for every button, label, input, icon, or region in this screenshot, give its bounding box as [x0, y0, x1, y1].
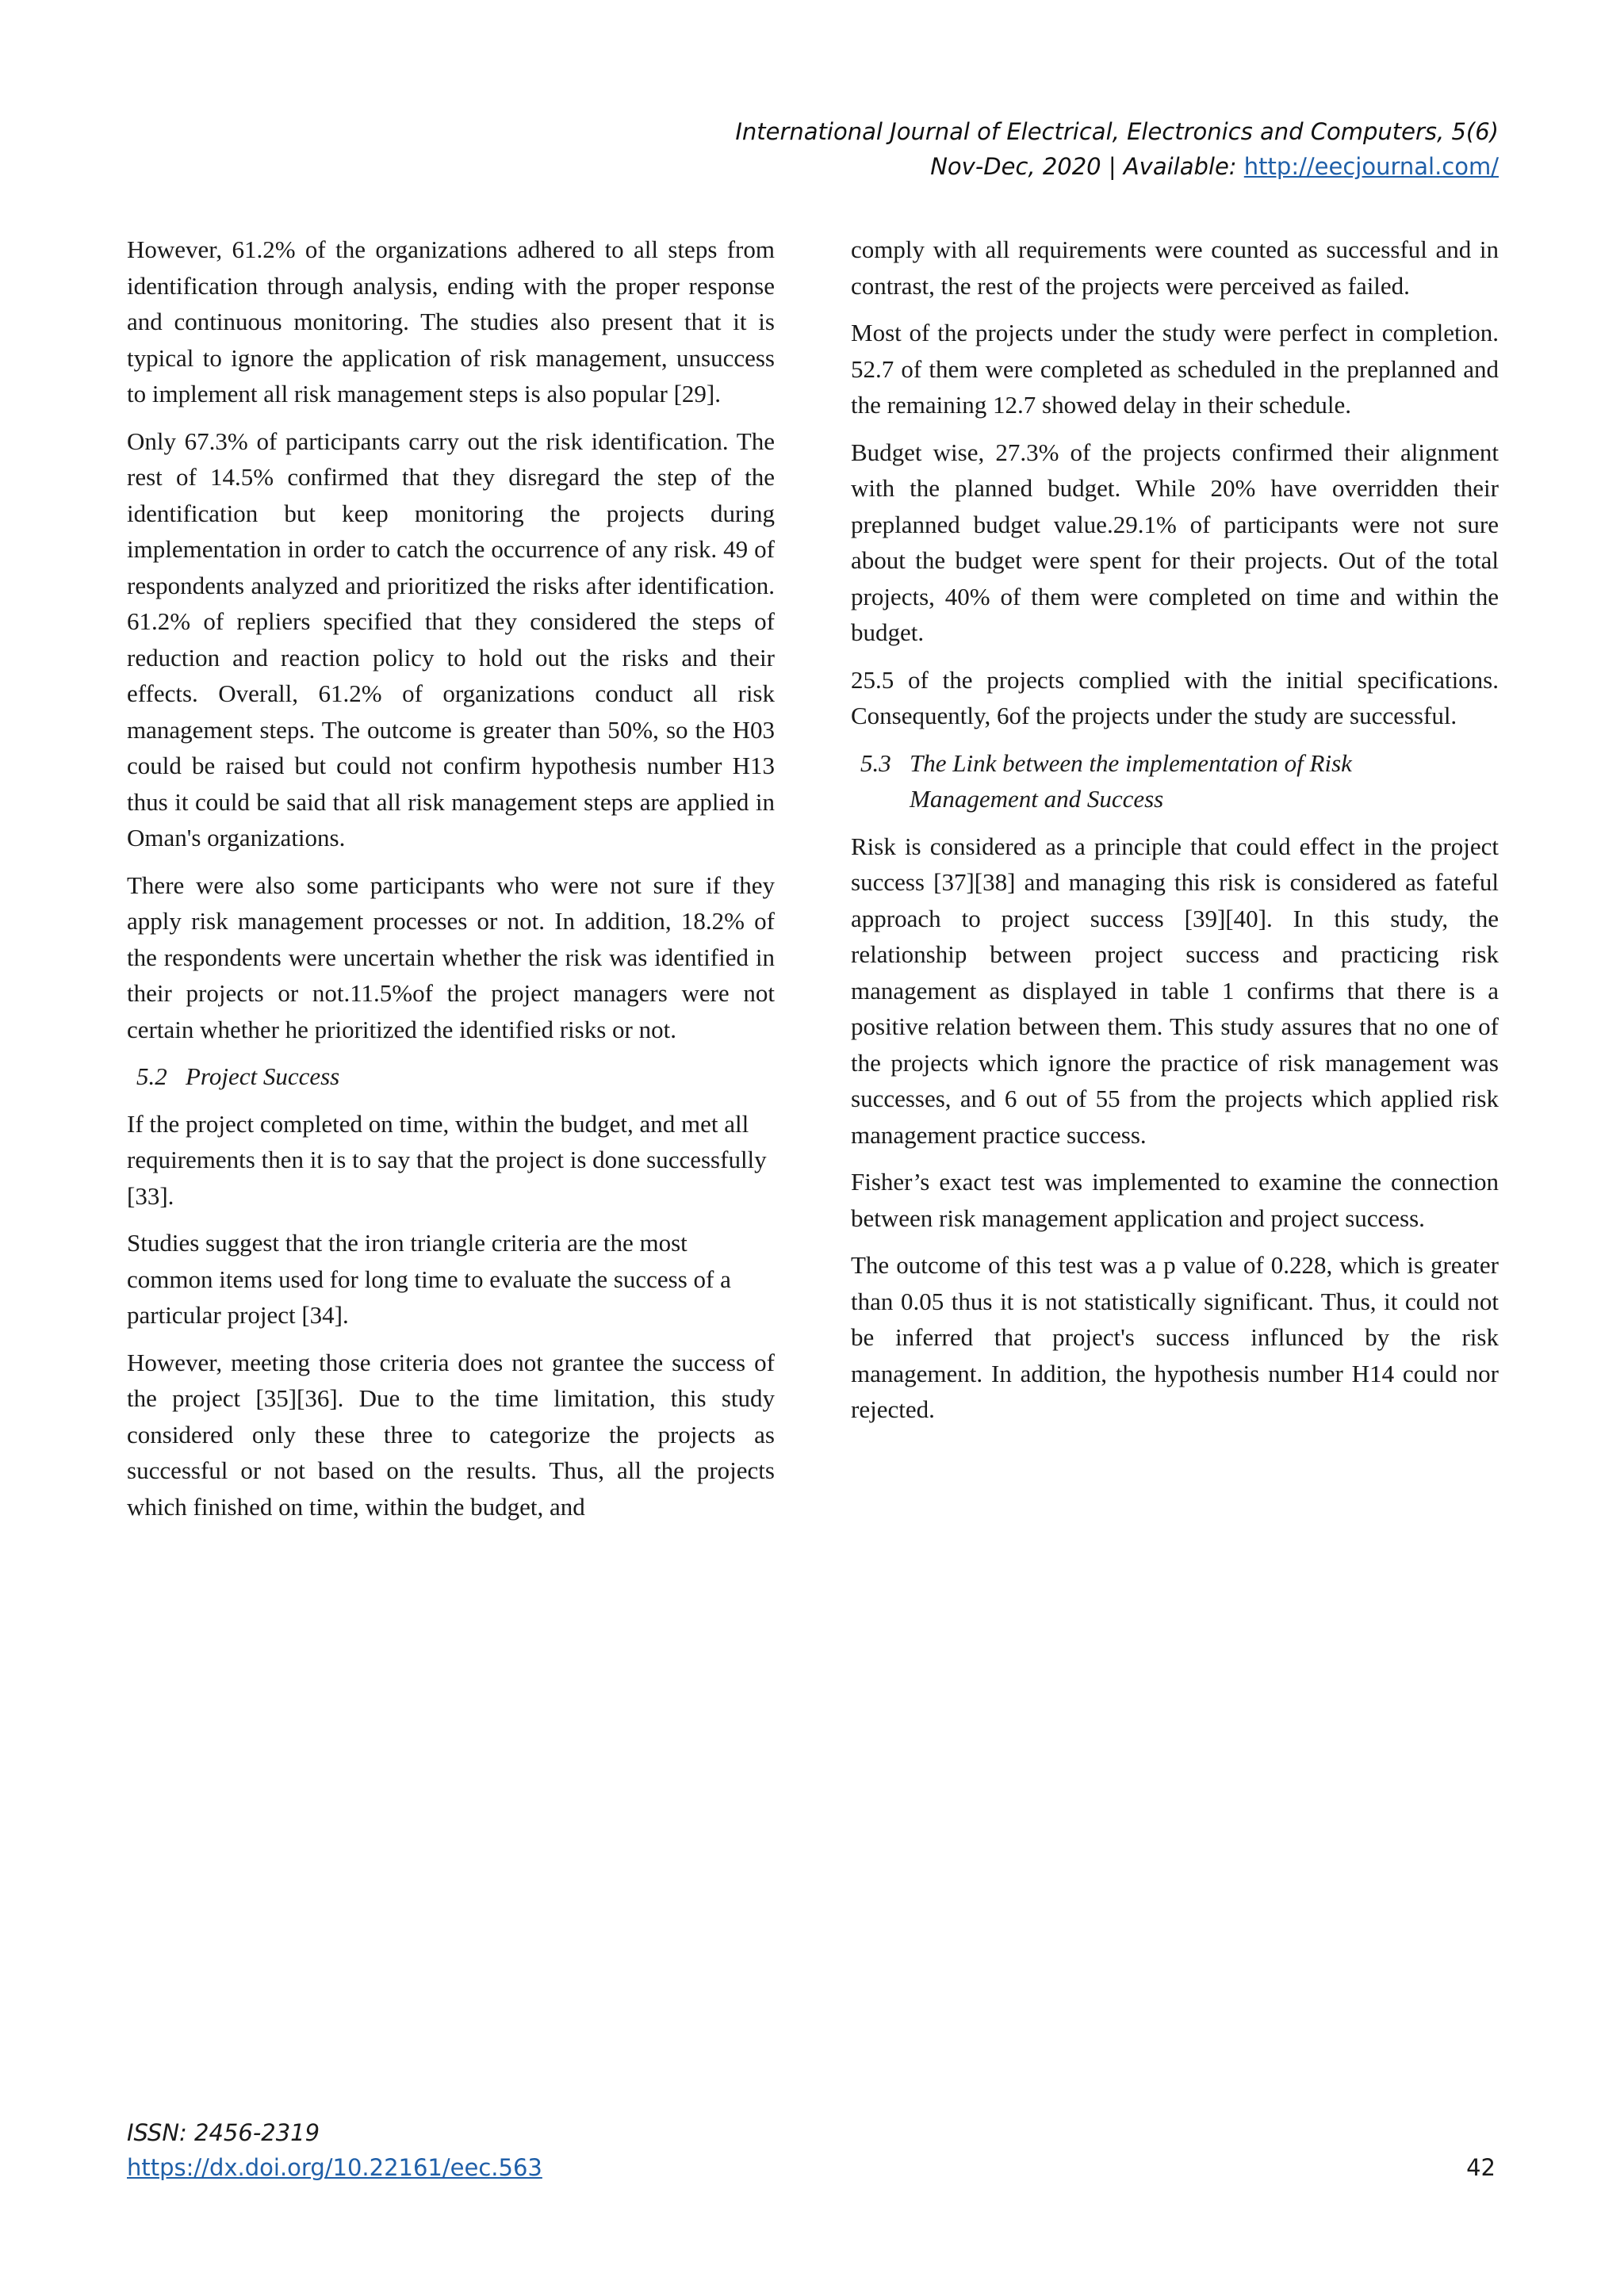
paragraph: If the project completed on time, within the budget, and met all requirements then it is to say that the project is done successfully [33]. — [127, 1109, 767, 1210]
issue-date-text: Nov-Dec, 2020 | Available: — [930, 153, 1244, 180]
journal-issue-line — [735, 149, 1499, 184]
section-number: 5.2 — [136, 1062, 167, 1090]
paragraph: However, meeting those criteria does not grantee the success of the project [35][36]. Due to the time limitation, this study considered only these three to categorize the projects as successful or not based on the results. Thus, all the projects which finished on time, within the budget, and — [127, 1348, 775, 1521]
section-title-line-1: The Link between the implementation of Risk — [910, 748, 1352, 777]
journal-header — [735, 114, 1499, 184]
page-footer — [127, 2115, 542, 2185]
paragraph: comply with all requirements were counted as successful and in contrast, the rest of the projects were perceived as failed. — [851, 235, 1499, 300]
section-heading-5-2 — [127, 1058, 775, 1095]
section-title: Project Success — [186, 1062, 340, 1090]
paragraph: Budget wise, 27.3% of the projects confirmed their alignment with the planned budget. While 20% have overridden their preplanned budget value.29.1% of participants were not sure about the budget were spent for their projects. Out of the total projects, 40% of them were completed on time and within the budget. — [851, 438, 1499, 646]
paragraph: Fisher’s exact test was implemented to examine the connection between risk management application and project success. — [851, 1168, 1499, 1232]
paragraph: There were also some participants who were not sure if they apply risk management processes or not. In addition, 18.2% of the respondents were uncertain whether the risk was identified in their projects or not.11.5%of the project managers were not certain whether he prioritized the identified risks or not. — [127, 871, 775, 1043]
issn-text: ISSN: 2456-2319 — [127, 2119, 320, 2146]
paragraph: The outcome of this test was a p value of 0.228, which is greater than 0.05 thus it is not statistically significant. Thus, it could not be inferred that project's success influnced by the risk management. In addition, the hypothesis number H14 could nor rejected. — [851, 1251, 1499, 1423]
page-number: 42 — [1466, 2154, 1496, 2181]
right-column — [851, 232, 1499, 1439]
section-title-line-2: Management and Success — [910, 785, 1164, 813]
left-column — [127, 232, 775, 1536]
paragraph: 25.5 of the projects complied with the initial specifications. Consequently, 6of the projects under the study are successful. — [851, 665, 1499, 729]
journal-url-link[interactable]: http://eecjournal.com/ — [1243, 153, 1499, 180]
paragraph: Studies suggest that the iron triangle criteria are the most common items used for long time to evaluate the success of a particular project [34]. — [127, 1229, 731, 1329]
section-number: 5.3 — [860, 748, 891, 777]
doi-link[interactable]: https://dx.doi.org/10.22161/eec.563 — [127, 2154, 542, 2181]
paragraph: Only 67.3% of participants carry out the risk identification. The rest of 14.5% confirmed that they disregard the step of the identification but keep monitoring the projects during implementation in order to catch the occurrence of any risk. 49 of respondents analyzed and prioritized the risks after identification. 61.2% of repliers specified that they considered the steps of reduction and reaction policy to hold out the risks and their effects. Overall, 61.2% of organizations conduct all risk management steps. The outcome is greater than 50%, so the H03 could be raised but could not confirm hypothesis number H13 thus it could be said that all risk management steps are applied in Oman's organizations. — [127, 427, 775, 851]
paragraph: However, 61.2% of the organizations adhered to all steps from identification through analysis, ending with the proper response and continuous monitoring. The studies also present that it is typical to ignore the application of risk management, unsuccess to implement all risk management steps is also popular [29]. — [127, 235, 775, 408]
section-heading-5-3 — [851, 745, 1499, 817]
paragraph: Most of the projects under the study were perfect in completion. 52.7 of them were completed as scheduled in the preplanned and the remaining 12.7 showed delay in their schedule. — [851, 319, 1499, 419]
journal-title-line: International Journal of Electrical, Electronics and Computers, 5(6) — [735, 118, 1499, 145]
paragraph: Risk is considered as a principle that could effect in the project success [37][38] and managing this risk is considered as fateful approach to project success [39][40]. In this study, the relationship between project success and practicing risk management as displayed in table 1 confirms that there is a positive relation between them. This study assures that no one of the projects which ignore the practice of risk management was successes, and 6 out of 55 from the projects which applied risk management practice success. — [851, 832, 1499, 1149]
